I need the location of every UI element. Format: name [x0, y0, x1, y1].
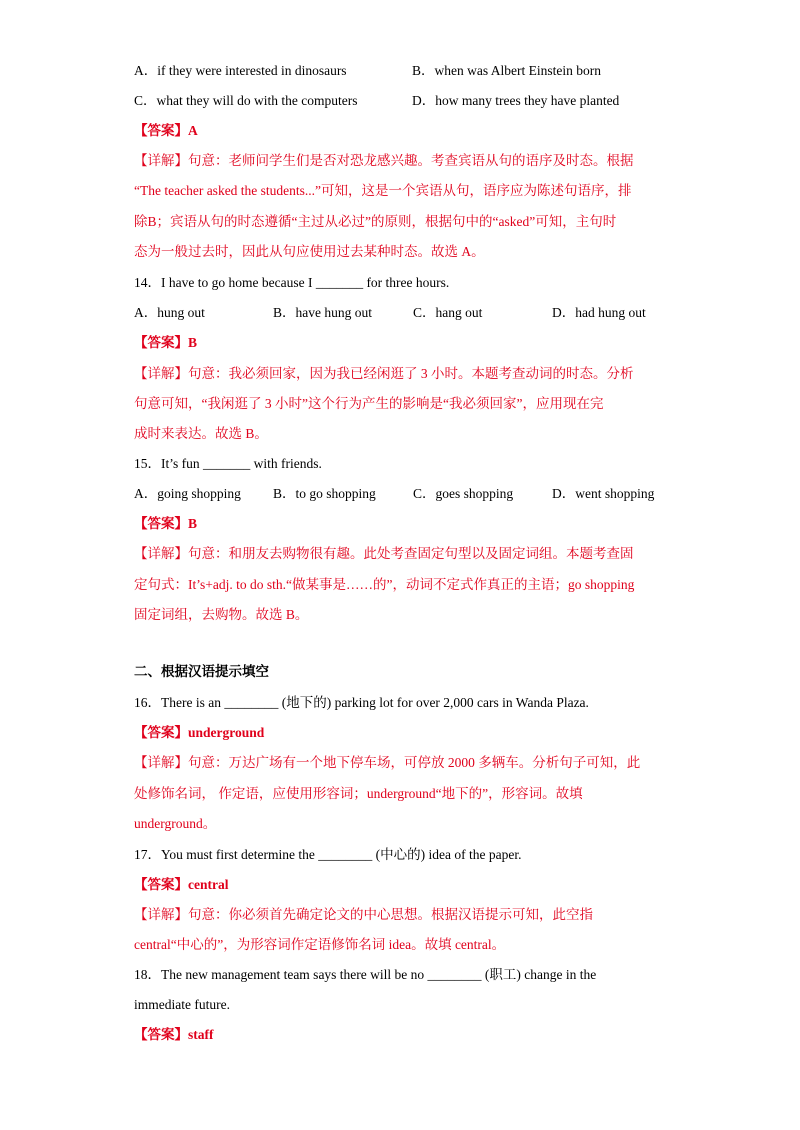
q14-answer: 【答案】B: [134, 335, 198, 350]
q14-detail-line: 句意可知，“我闲逛了 3 小时”这个行为产生的影响是“我必须回家”，应用现在完: [134, 396, 604, 411]
q16-detail-line: 处修饰名词， 作定语，应使用形容词；underground“地下的”，形容词。故填: [134, 786, 583, 801]
q18-answer: 【答案】staff: [134, 1027, 214, 1042]
q16-answer: 【答案】underground: [134, 725, 265, 740]
q15-detail-line: 固定词组，去购物。故选 B。: [134, 607, 309, 622]
q14-detail-line: 【详解】句意：我必须回家，因为我已经闲逛了 3 小时。本题考查动词的时态。分析: [134, 366, 634, 381]
q16-detail-line: underground。: [134, 816, 217, 831]
q15-options-row: [134, 484, 674, 504]
q14-option-d: D．had hung out: [552, 305, 646, 320]
q18-stem-line: immediate future.: [134, 997, 230, 1012]
q15-detail-line: 定句式：It’s+adj. to do sth.“做某事是……的”，动词不定式作真正的主语；go shopping: [134, 577, 635, 592]
q13-detail-line: 态为一般过去时，因此从句应使用过去某种时态。故选 A。: [134, 244, 485, 259]
q13-option-d: D．how many trees they have planted: [412, 93, 620, 108]
q13-options-row-2: [134, 91, 674, 111]
q15-answer: 【答案】B: [134, 516, 198, 531]
q14-detail-line: 成时来表达。故选 B。: [134, 426, 268, 441]
q13-detail-line: 【详解】句意：老师问学生们是否对恐龙感兴趣。考查宾语从句的语序及时态。根据: [134, 153, 634, 168]
q17-stem: 17．You must first determine the ________ (中心的) idea of the paper.: [134, 847, 522, 862]
q15-stem: 15．It’s fun _______ with friends.: [134, 456, 322, 471]
q14-stem: 14．I have to go home because I _______ for three hours.: [134, 275, 450, 290]
q13-option-c: C．what they will do with the computers: [134, 93, 358, 108]
q15-detail-line: 【详解】句意：和朋友去购物很有趣。此处考查固定句型以及固定词组。本题考查固: [134, 546, 634, 561]
q16-stem: 16．There is an ________ (地下的) parking lot for over 2,000 cars in Wanda Plaza.: [134, 695, 589, 710]
q14-option-c: C．hang out: [413, 305, 483, 320]
q17-detail-line: central“中心的”，为形容词作定语修饰名词 idea。故填 central。: [134, 937, 506, 952]
q13-answer: 【答案】A: [134, 123, 198, 138]
section-title: 二、根据汉语提示填空: [134, 664, 269, 679]
q15-option-d: D．went shopping: [552, 486, 655, 501]
q17-answer: 【答案】central: [134, 877, 229, 892]
q15-option-a: A．going shopping: [134, 486, 241, 501]
q15-option-b: B．to go shopping: [273, 486, 376, 501]
q13-options-row-1: [134, 61, 674, 81]
q13-option-b: B．when was Albert Einstein born: [412, 63, 601, 78]
q16-detail-line: 【详解】句意：万达广场有一个地下停车场，可停放 2000 多辆车。分析句子可知，此: [134, 755, 641, 770]
q18-stem-line: 18．The new management team says there will be no ________ (职工) change in the: [134, 967, 597, 982]
q14-option-a: A．hung out: [134, 305, 205, 320]
q14-option-b: B．have hung out: [273, 305, 372, 320]
q14-options-row: [134, 303, 674, 323]
q13-option-a: A．if they were interested in dinosaurs: [134, 63, 347, 78]
q15-option-c: C．goes shopping: [413, 486, 514, 501]
q13-detail-line: “The teacher asked the students...”可知，这是一个宾语从句，语序应为陈述句语序，排: [134, 183, 632, 198]
q17-detail-line: 【详解】句意：你必须首先确定论文的中心思想。根据汉语提示可知，此空指: [134, 907, 593, 922]
q13-detail-line: 除B；宾语从句的时态遵循“主过从必过”的原则，根据句中的“asked”可知，主句时: [134, 214, 617, 229]
